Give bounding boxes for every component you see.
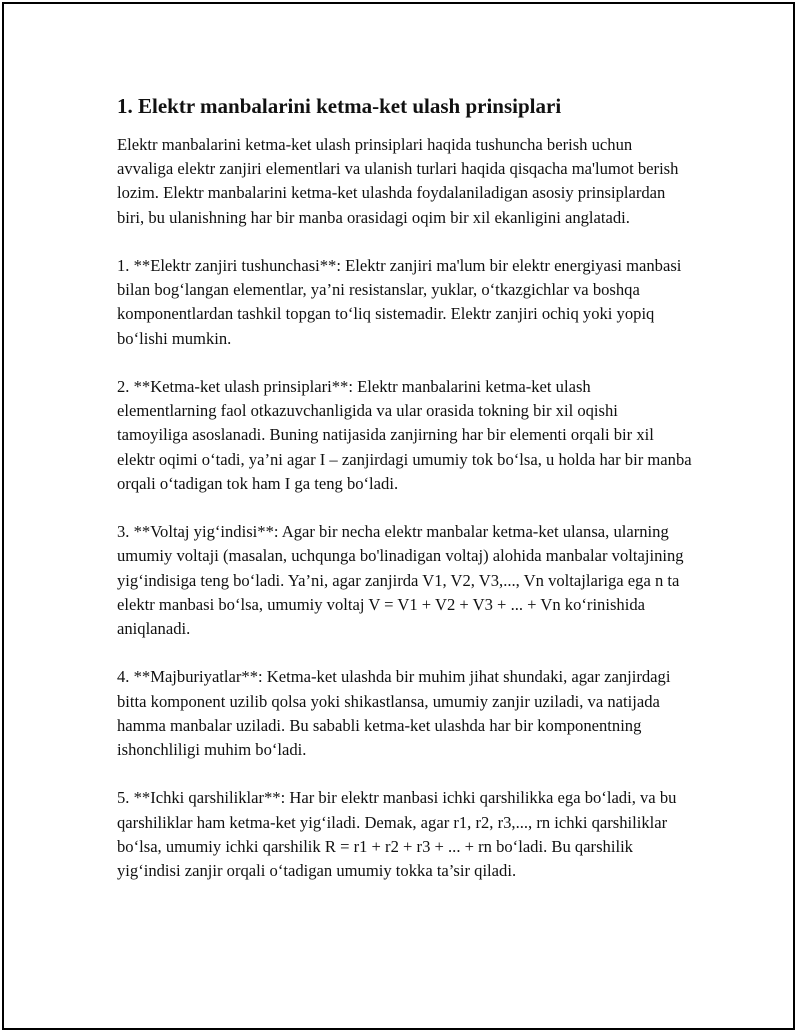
paragraph-intro: Elektr manbalarini ketma-ket ulash prinsiplari haqida tushuncha berish uchun avvaliga elektr zanjiri elementlari va ulanish turlari haqida qisqacha ma'lumot berish lozim. Elektr manbalarini ketma-ket ulashda foydalaniladigan asosiy prinsiplardan biri, bu ulanishning har bir manba orasidagi oqim bir xil ekanligini anglatadi. [117,135,679,227]
paragraph-obligations: 4. **Majburiyatlar**: Ketma-ket ulashda bir muhim jihat shundaki, agar zanjirdagi bitta komponent uzilib qolsa yoki shikastlansa, umumiy zanjir uziladi, va natijada hamma manbalar uziladi. Bu sababli ketma-ket ulashda har bir komponentning ishonchliligi muhim bo‘ladi. [117,667,671,760]
paragraph-series-principles: 2. **Ketma-ket ulash prinsiplari**: Elektr manbalarini ketma-ket ulash elementlarning faol otkazuvchanligida va ular orasida tokning bir xil oqishi tamoyiliga asoslanadi. Buning natijasida zanjirning har bir elementi orqali bir xil elektr oqimi o‘tadi, ya’ni agar I – zanjirdagi umumiy tok bo‘lsa, u holda har bir manba orqali o‘tadigan tok ham I ga teng bo‘ladi. [117,377,692,493]
paragraph-internal-resistance: 5. **Ichki qarshiliklar**: Har bir elektr manbasi ichki qarshilikka ega bo‘ladi, va bu qarshiliklar ham ketma-ket yig‘iladi. Demak, agar r1, r2, r3,..., rn ichki qarshiliklar bo‘lsa, umumiy ichki qarshilik R = r1 + r2 + r3 + ... + rn bo‘ladi. Bu qarshilik yig‘indisi zanjir orqali o‘tadigan umumiy tokka ta’sir qiladi. [117,788,677,881]
paragraph-voltage-sum: 3. **Voltaj yig‘indisi**: Agar bir necha elektr manbalar ketma-ket ulansa, ularning umumiy voltaji (masalan, uchqunga bo'linadigan voltaj) alohida manbalar voltajining yig‘indisiga teng bo‘ladi. Ya’ni, agar zanjirda V1, V2, V3,..., Vn voltajlariga ega n ta elektr manbasi bo‘lsa, umumiy voltaj V = V1 + V2 + V3 + ... + Vn ko‘rinishida aniqlanadi. [117,522,684,639]
document-body [117,92,692,907]
document-title: 1. Elektr manbalarini ketma-ket ulash prinsiplari [117,94,562,118]
paragraph-electric-circuit: 1. **Elektr zanjiri tushunchasi**: Elektr zanjiri ma'lum bir elektr energiyasi manbasi bilan bog‘langan elementlar, ya’ni resistanslar, yuklar, o‘tkazgichlar va boshqa komponentlardan tashkil topgan to‘liq sistemadir. Elektr zanjiri ochiq yoki yopiq bo‘lishi mumkin. [117,256,682,348]
